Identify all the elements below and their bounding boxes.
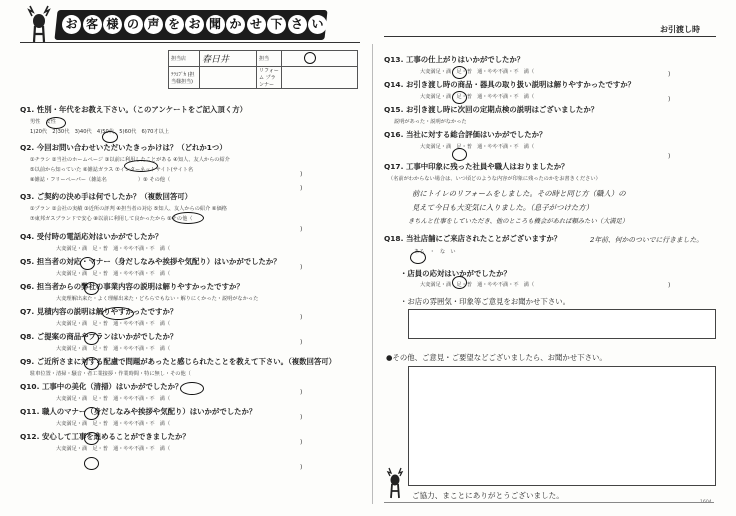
info-table [168,50,358,89]
answer-circle [410,251,426,264]
answer-circle [84,407,99,420]
title-char: お [62,15,81,34]
title-char: せ [247,15,266,34]
option-line: 男性 女性 [30,119,56,125]
answer-circle [102,131,118,143]
q17-handwriting-line: きちんと仕事をしていただき、他のところも機会があれば頼みたい（大満足） [408,218,629,225]
q6 [20,281,365,306]
option-line: 大変満足・満 足・普 通・やや不満・不 満（ [420,69,535,75]
other-textbox[interactable] [408,366,716,486]
question-text: Q12. 安心して工事を進めることができましたか？ [20,432,190,441]
question-text: Q5. 担当者の対応・マナー（身だしなみや挨拶や気配り）はいかがでしたか？ [20,257,281,266]
q14 [384,79,724,104]
question-text: Q7. 見積内容の説明は解りやすかったですか？ [20,307,178,316]
question-text: Q10. 工事中の美化（清掃）はいかがでしたか？ [20,382,183,391]
answer-circle [452,66,467,79]
q15 [384,104,724,129]
seal-stamp-icon [304,52,316,64]
option-line: （名前がわからない場合は、いつ頃どのような内容が印象に残ったのかをお書きください） [388,176,601,182]
answer-circle [124,160,158,172]
question-text: Q11. 職人のマナー（身だしなみや挨拶や気配り）はいかがでしたか？ [20,407,257,416]
question-text: Q13. 工事の仕上がりはいかがでしたか？ [384,55,525,64]
title-char: 声 [144,15,163,34]
question-text: Q18. 当社店舗にご来店されたことがございますか？ [384,234,562,243]
question-text: Q16. 当社に対する総合評価はいかがでしたか？ [384,130,547,139]
title-char: か [226,15,245,34]
option-line: 大変満足・満 足・普 通・やや不満・不 満（ [56,271,171,277]
staff-question: ・店員の応対はいかがでしたか？ [400,269,511,278]
answer-circle [84,432,99,445]
q9 [20,356,365,381]
option-line: 大変満足・満 足・普 通・やや不満・不 満（ [56,246,171,252]
option-line: 大変満足・満 足・普 通・やや不満・不 満（ [56,421,171,427]
question-text: Q15. お引き渡し時に次回の定期点検の説明はございましたか？ [384,105,599,114]
handover-label: お引渡し時 [660,25,700,34]
title-char: 様 [103,15,122,34]
option-line: 大変満足・満 足・普 通・やや不満・不 満（ [56,446,171,452]
q17-answer-box [408,188,728,232]
option-line: 1)20代 2)30代 3)40代 4)50代 5)60代 6)70才以上 [30,129,169,135]
title-char: さ [288,15,307,34]
option-line: ①チラシ ②当社のホームページ ③以前に利用したことがある ④知人、友人からの紹介 [30,157,230,163]
answer-circle [84,282,99,295]
question-text: Q3. ご契約の決め手は何でしたか？（複数回答可） [20,192,193,201]
option-line: 大変満足・満 足・普 通・やや不満・不 満（ [56,346,171,352]
option-line: 説明があった・説明がなかった [394,119,467,125]
title-char: い [308,15,327,34]
header-divider [20,42,360,43]
q18-handwriting: 2年前、何かのついでに行きました。 [590,236,704,244]
title-char: 客 [83,15,102,34]
opinion-label: ・お店の雰囲気・印象等ご意見をお聞かせ下さい。 [400,297,570,306]
option-line: 駐車位置・清掃・騒音・者工業接拶・作業時間・特に無し・その他（ [30,371,191,377]
header-right-rule [384,36,716,37]
q2 [20,142,365,191]
answer-circle [84,332,99,345]
option-line: ⑦東邦ガスブランドで安心 ⑧以前に利用して良かったから ⑨その他（ [30,216,193,222]
title-char: の [124,15,143,34]
option-line: 大変満足・満 足・普 通・やや不満・不 満（ [56,396,171,402]
q8 [20,331,365,356]
column-divider [372,44,373,504]
option-line: ⑤以前から知っていた ⑥雑誌ガラス ⑦インターネットサイト(サイト名 [30,167,194,173]
person-value [282,51,358,67]
title-char: を [165,15,184,34]
title-char: 聞 [206,15,225,34]
question-text: Q14. お引き渡し時の商品・器具の取り扱い説明は解りやすかったですか？ [384,80,636,89]
q12 [20,431,365,456]
option-line: 大変満足・満 足・普 通・やや不満・不 満（ [420,144,535,150]
footer-rule [384,502,714,503]
designer-value [200,67,257,89]
option-line: 大変理解出来た・よく理解出来た・どちらでもない・解りにくかった・説明がなかった [56,296,259,302]
question-text: Q6. 担当者からの弊社の事業内容の説明は解りやすかったですか？ [20,282,244,291]
option-line: ある ・ な い [414,249,456,255]
answer-circle [84,357,99,370]
title-char: 下 [267,15,286,34]
answer-circle [452,148,467,161]
question-text: Q9. ご近所さまに対する配慮で問題があったと感じられたことを教えて下さい。（複数回答可） [20,357,337,366]
deer-logo-icon [22,4,56,44]
answer-circle [172,212,204,224]
answer-circle [46,117,66,129]
planner-value [282,67,358,89]
q3 [20,191,365,231]
other-label: ●その他、ご意見・ご要望などございましたら、お聞かせ下さい。 [386,353,607,362]
planner-label: リフォーム プランナー [257,67,282,89]
question-text: Q1. 性別・年代をお教え下さい。（このアンケートをご記入頂く方） [20,105,247,114]
q17-handwriting-line: 見えて今日も大変気に入りました。（息子がつけた方） [412,203,594,212]
q4 [20,231,365,256]
question-text: Q17. 工事中印象に残った社員や職人はおりましたか？ [384,162,569,171]
title-char: お [185,15,204,34]
question-text: Q2. 今回お問い合わせいただいたきっかけは？（どれか1つ） [20,143,227,152]
deer-footer-icon [384,466,406,500]
answer-circle [180,382,204,395]
q17-handwriting-line: 前にトイレのリフォームをしました。その時と同じ方（職人）の [412,189,626,198]
option-line: 大変満足・満 足・普 通・やや不満・不 満（ [56,321,171,327]
designer-label: ﾃﾗｺﾌﾞｶ (担当様担当) [169,67,200,89]
survey-page: お 客 様 の 声 を お 聞 か せ 下 さ い お引渡し時 担当店 春日井 担当 ﾃﾗｺﾌﾞｶ (担当様担当) リフォーム プランナー Q1. 性別・年代をお教え下さい。（このアンケートをご記入頂く方） 男性 女性 1)20代 2)30代 3)40代 4)50代 5)60代 6)70才以上 Q2. 今回お問い合わせいただいたきっかけは？（どれか1つ） ①チラシ ②当社のホームページ ③以前に利用したことがある ④知人、友人からの紹介 ⑤以前から知っていた ⑥雑誌ガラス ⑦インターネットサイト(サイト名 ⑧雑誌・フリーペーパー（雑誌名 ）⑨ その他（ Q3. ご契約の決め手は何でしたか？（複数回答可） ①プラン ②会社の実績 ③近所の評判 ④担当者の対応 ⑤知人、友人からの紹介 ⑥価格 ⑦東邦ガスブランドで安心 ⑧以前に利用して良かったから ⑨その他（ Q4. 受付時の電話応対はいかがでしたか？ 大変満足・満 足・普 通・やや不満・不 満（ Q5. 担当者の対応・マナー（身だしなみや挨拶や気配り）はいかがでしたか？ 大変満足・満 足・普 通・やや不満・不 満（ Q6. 担当者からの弊社の事業内容の説明は解りやすかったですか？ 大変理解出来た・よく理解出来た・どちらでもない・解りにくかった・説明がなかった Q7. 見積内容の説明は解りやすかったですか？ 大変満足・満 足・普 通・やや不満・不 満（ Q8. ご提案の商品やプランはいかがでしたか？ 大変満足・満 足・普 通・やや不満・不 満（ Q9. ご近所さまに対する配慮で問題があったと感じられたことを教えて下さい。（複数回答可） 駐車位置・清掃・騒音・者工業接拶・作業時間・特に無し・その他（ Q10. 工事中の美化（清掃）はいかがでしたか？ 大変満足・満 足・普 通・やや不満・不 満（ Q11. 職人のマナー（身だしなみや挨拶や気配り）はいかがでしたか？ 大変満足・満 足・普 通・やや不満・不 満（ Q12. 安心して工事を進めることができましたか？ 大変満足・満 足・普 通・やや不満・不 満（ ) ) ) ) ) ) ) ) ) ) Q13. 工事の仕上がりはいかがでしたか？ 大変満足・満 足・普 通・やや不満・不 満（ Q14. お引き渡し時の商品・器具の取り扱い説明は解りやすかったですか？ 大変満足・満 足・普 通・やや不満・不 満（ Q15. お引き渡し時に次回の定期点検の説明はございましたか？ 説明があった・説明がなかった Q16. 当社に対する総合評価はいかがでしたか？ 大変満足・満 足・普 通・やや不満・不 満（ Q17. 工事中印象に残った社員や職人はおりましたか？ （名前がわからない場合は、いつ頃どのような内容が印象に残ったのかをお書きください） Q18. 当社店舗にご来店されたことがございますか？ ある ・ な い ) ) ) ) 前にトイレのリフォームをしました。その時と同じ方（職人）の 見えて今日も大変気に入りました。（息子がつけた方） きちんと仕事をしていただき、他のところも機会があれば頼みたい（大満足） 2年前、何かのついでに行きました。 ・店員の応対はいかがでしたか？ 大変満足・満 足・普 通・やや不満・不 満（ ・お店の雰囲気・印象等ご意見をお聞かせ下さい。 ●その他、ご意見・ご要望などございましたら、お聞かせ下さい。 ご協力、まことにありがとうございました。 1604 [0,0,736,516]
page-title [62,15,327,34]
option-line: ①プラン ②会社の実績 ③近所の評判 ④担当者の対応 ⑤知人、友人からの紹介 ⑥価格 [30,206,227,212]
question-text: Q4. 受付時の電話応対はいかがでしたか？ [20,232,163,241]
staff-options: 大変満足・満 足・普 通・やや不満・不 満（ [420,282,535,288]
q11 [20,406,365,431]
answer-circle [102,307,134,320]
option-line: ⑧雑誌・フリーペーパー（雑誌名 ）⑨ その他（ [30,177,171,183]
q5 [20,256,365,281]
footer-code: 1604 [700,500,712,505]
store-label: 担当店 [169,51,200,67]
person-label: 担当 [257,51,282,67]
q13 [384,54,724,79]
answer-circle [80,257,95,270]
store-value: 春日井 [200,51,257,67]
option-line: 大変満足・満 足・普 通・やや不満・不 満（ [420,94,535,100]
q7 [20,306,365,331]
opinion-textbox[interactable] [408,309,716,339]
q1 [20,104,365,142]
left-questions [20,104,365,456]
q16 [384,129,724,161]
thanks-message: ご協力、まことにありがとうございました。 [412,491,564,500]
question-text: Q8. ご提案の商品やプランはいかがでしたか？ [20,332,178,341]
answer-circle [84,457,99,470]
answer-circle [452,91,467,104]
